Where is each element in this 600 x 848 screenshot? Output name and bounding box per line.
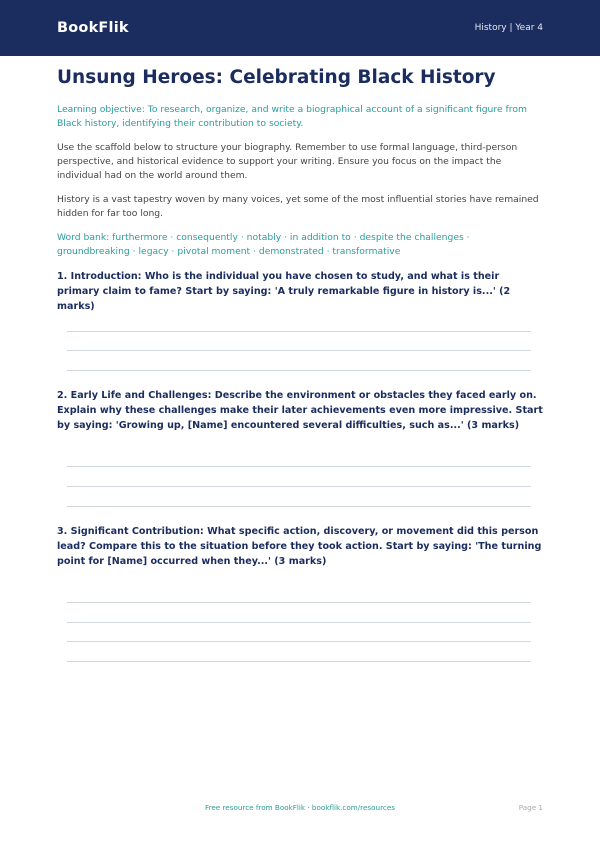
question-2: 2. Early Life and Challenges: Describe the environment or obstacles they faced early on. Explain why these challenges make their later achievements even more impressive. Start by saying: 'Growing up, [Name] encountered several difficulties, such as...' (3 marks) bbox=[57, 390, 543, 431]
question-3: 3. Significant Contribution: What specific action, discovery, or movement did this person lead? Compare this to the situation before they took action. Start by saying: 'The turning point for [Name] occurred when they...' (3 marks) bbox=[57, 526, 542, 567]
answer-line[interactable] bbox=[67, 486, 531, 487]
answer-line[interactable] bbox=[67, 350, 531, 351]
answer-line[interactable] bbox=[67, 622, 531, 623]
instructions-paragraph: Use the scaffold below to structure your biography. Remember to use formal language, third-person perspective, and historical evidence to support your writing. Ensure you focus on the impact the individual had on the world around them. bbox=[57, 142, 518, 181]
footer-credit-link[interactable]: Free resource from BookFlik · bookflik.com/resources bbox=[204, 803, 396, 812]
answer-line[interactable] bbox=[67, 641, 531, 642]
question-1: 1. Introduction: Who is the individual you have chosen to study, and what is their primary claim to fame? Start by saying: 'A truly remarkable figure in history is...' (2 marks) bbox=[57, 271, 511, 312]
page-header bbox=[0, 0, 600, 56]
brand-logo-text: BookFlik bbox=[57, 20, 129, 36]
word-bank: Word bank: furthermore · consequently · notably · in addition to · despite the challenges · groundbreaking · legacy · pivotal moment · demonstrated · transformative bbox=[57, 232, 470, 257]
page-footer bbox=[0, 803, 600, 817]
subject-year-label: History | Year 4 bbox=[474, 23, 543, 33]
page-number: Page 1 bbox=[518, 803, 543, 812]
answer-line[interactable] bbox=[67, 602, 531, 603]
intro-paragraph: History is a vast tapestry woven by many voices, yet some of the most influential stories have remained hidden for far too long. bbox=[57, 194, 539, 219]
learning-objective: Learning objective: To research, organize, and write a biographical account of a significant figure from Black history, identifying their contribution to society. bbox=[57, 104, 527, 129]
page-title: Unsung Heroes: Celebrating Black History bbox=[57, 67, 496, 88]
answer-line[interactable] bbox=[67, 331, 531, 332]
answer-line[interactable] bbox=[67, 661, 531, 662]
answer-line[interactable] bbox=[67, 506, 531, 507]
worksheet-intro bbox=[57, 64, 543, 259]
answer-line[interactable] bbox=[67, 370, 531, 371]
answer-line[interactable] bbox=[67, 466, 531, 467]
